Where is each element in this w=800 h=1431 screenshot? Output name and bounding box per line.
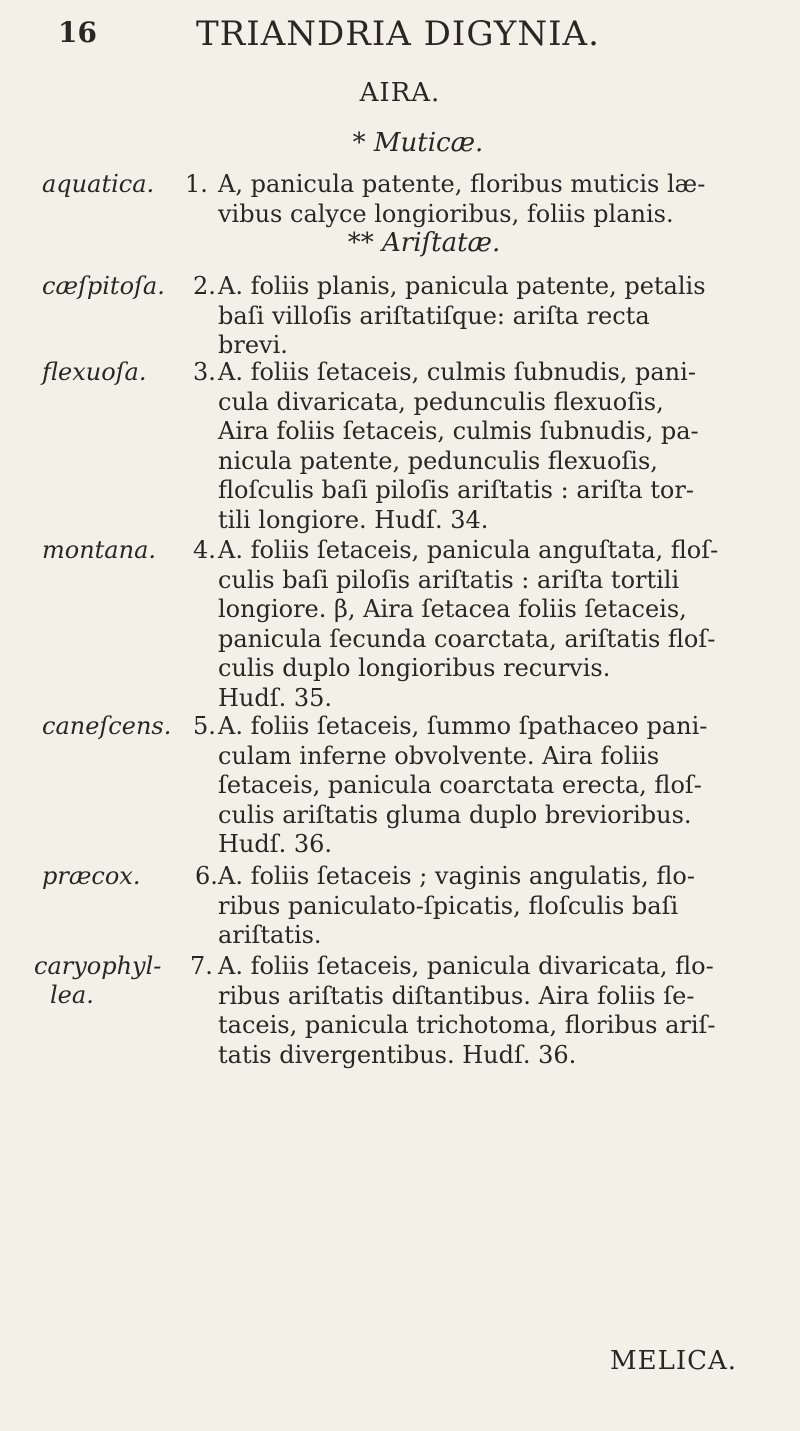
- species-description: [218, 952, 778, 1070]
- species-number: 4.: [193, 536, 216, 564]
- species-description: [218, 712, 778, 860]
- species-number: 6.: [195, 862, 218, 890]
- species-epithet-continuation: lea.: [50, 981, 94, 1009]
- description-line: A. foliis ſetaceis, culmis ſubnudis, pani-: [218, 358, 696, 386]
- description-line: brevi.: [218, 331, 288, 360]
- species-description: [218, 170, 778, 229]
- species-epithet: aquatica.: [42, 170, 155, 198]
- species-epithet: caryophyl-: [34, 952, 162, 980]
- species-epithet: caneſcens.: [42, 712, 172, 740]
- running-title: TRIANDRIA DIGYNIA.: [196, 14, 600, 54]
- description-line: ſetaceis, panicula coarctata erecta, floſ-: [218, 771, 702, 800]
- species-description: [218, 536, 778, 714]
- description-line: ribus paniculato-ſpicatis, floſculis baſi: [218, 891, 679, 920]
- description-line: Aira foliis ſetaceis, culmis ſubnudis, pa-: [218, 417, 699, 446]
- description-line: cula divaricata, pedunculis flexuoſis,: [218, 387, 664, 416]
- description-line: A. foliis ſetaceis, panicula divaricata, flo-: [218, 952, 714, 980]
- species-description: [218, 272, 778, 361]
- description-line: A. foliis ſetaceis, ſummo ſpathaceo pani-: [218, 712, 708, 740]
- species-description: [218, 862, 778, 951]
- description-line: ariſtatis.: [218, 921, 322, 950]
- description-line: A. foliis ſetaceis ; vaginis angulatis, flo-: [218, 862, 695, 890]
- section-heading-muticae: * Muticæ.: [352, 128, 484, 158]
- description-line: A. foliis ſetaceis, panicula anguſtata, floſ-: [218, 536, 719, 564]
- species-epithet: præcox.: [42, 862, 141, 890]
- species-epithet: flexuoſa.: [42, 358, 147, 386]
- description-line: ribus ariſtatis diſtantibus. Aira foliis ſe-: [218, 981, 695, 1010]
- running-head: [0, 12, 800, 62]
- species-number: 5.: [193, 712, 216, 740]
- description-line: culis ariſtatis gluma duplo brevioribus.: [218, 800, 692, 829]
- description-line: longiore. β, Aira ſetacea foliis ſetaceis,: [218, 595, 687, 624]
- description-line: Hudſ. 35.: [218, 683, 333, 712]
- page-number: 16: [58, 16, 97, 49]
- description-line: vibus calyce longioribus, foliis planis.: [218, 199, 674, 228]
- section-heading-aristatae: ** Ariſtatæ.: [347, 228, 501, 258]
- description-line: tili longiore. Hudſ. 34.: [218, 505, 489, 534]
- species-number: 3.: [193, 358, 216, 386]
- description-line: floſculis baſi piloſis ariſtatis : ariſta tor-: [218, 476, 694, 505]
- description-line: culis baſi piloſis ariſtatis : ariſta tortili: [218, 565, 680, 594]
- catchword: MELICA.: [610, 1346, 738, 1376]
- description-line: taceis, panicula trichotoma, floribus ariſ-: [218, 1011, 716, 1040]
- description-line: baſi villoſis ariſtatiſque: ariſta recta: [218, 301, 650, 330]
- species-epithet: cæſpitoſa.: [42, 272, 165, 300]
- description-line: nicula patente, pedunculis flexuoſis,: [218, 446, 658, 475]
- species-number: 7.: [190, 952, 213, 980]
- description-line: tatis divergentibus. Hudſ. 36.: [218, 1040, 577, 1069]
- species-epithet: montana.: [42, 536, 157, 564]
- description-line: culam inferne obvolvente. Aira foliis: [218, 741, 660, 770]
- description-line: Hudſ. 36.: [218, 830, 333, 859]
- species-number: 2.: [193, 272, 216, 300]
- description-line: A. foliis planis, panicula patente, petalis: [218, 272, 706, 300]
- genus-heading: AIRA.: [359, 78, 441, 108]
- description-line: A, panicula patente, floribus muticis læ-: [218, 170, 706, 198]
- species-number: 1.: [185, 170, 208, 198]
- description-line: culis duplo longioribus recurvis.: [218, 654, 611, 683]
- description-line: panicula ſecunda coarctata, ariſtatis floſ-: [218, 624, 716, 653]
- species-description: [218, 358, 778, 536]
